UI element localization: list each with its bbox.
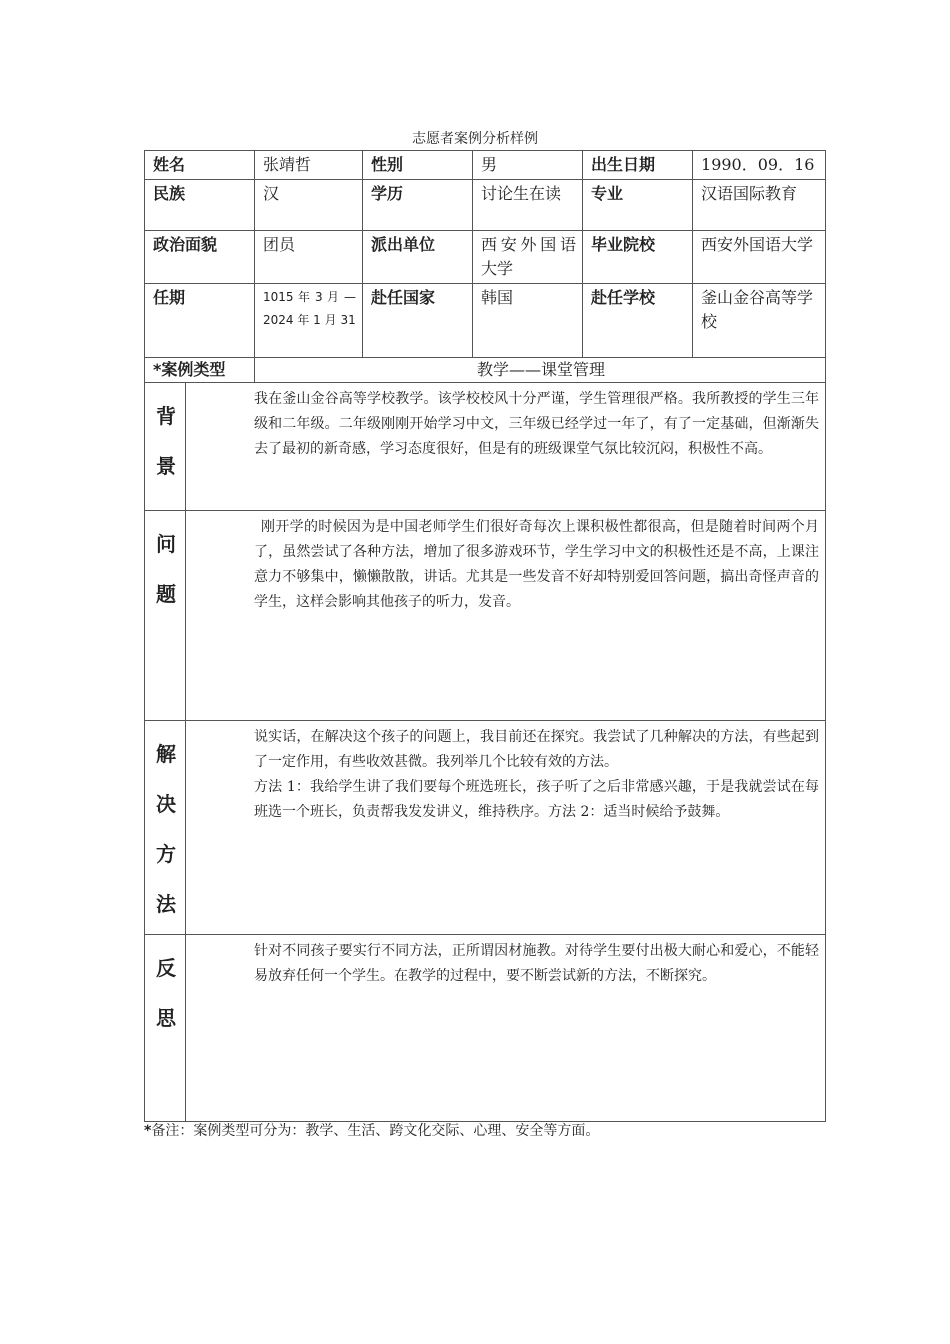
graduate-value: 西安外国语大学 xyxy=(693,231,826,284)
case-type-label: *案例类型 xyxy=(145,358,255,383)
ethnicity-value: 汉 xyxy=(255,180,363,231)
political-value: 团员 xyxy=(255,231,363,284)
case-form-table xyxy=(144,150,826,1122)
dispatch-value: 西安外国语大学 xyxy=(473,231,583,284)
major-label: 专业 xyxy=(583,180,693,231)
row-solution xyxy=(145,721,826,935)
row-term xyxy=(145,284,826,358)
education-value: 讨论生在读 xyxy=(473,180,583,231)
row-background xyxy=(145,383,826,511)
background-text: 我在釜山金谷高等学校教学。该学校校风十分严谨，学生管理很严格。我所教授的学生三年级和二年级。二年级刚刚开始学习中文，三年级已经学过一年了，有了一定基础，但渐渐失去了最初的新奇感，学习态度很好，但是有的班级课堂气氛比较沉闷，积极性不高。 xyxy=(254,391,820,457)
dispatch-label: 派出单位 xyxy=(363,231,473,284)
school-label: 赴任学校 xyxy=(583,284,693,358)
solution-text-1: 说实话，在解决这个孩子的问题上，我目前还在探究。我尝试了几种解决的方法，有些起到了一定作用，有些收效甚微。我列举几个比较有效的方法。 xyxy=(254,729,820,770)
education-label: 学历 xyxy=(363,180,473,231)
major-value: 汉语国际教育 xyxy=(693,180,826,231)
name-label: 姓名 xyxy=(145,151,255,180)
dob-label: 出生日期 xyxy=(583,151,693,180)
school-value: 釜山金谷高等学校 xyxy=(693,284,826,358)
country-value: 韩国 xyxy=(473,284,583,358)
footnote-text: 备注：案例类型可分为：教学、生活、跨文化交际、心理、安全等方面。 xyxy=(151,1123,600,1139)
term-label: 任期 xyxy=(145,284,255,358)
case-type-value: 教学——课堂管理 xyxy=(255,358,826,383)
country-label: 赴任国家 xyxy=(363,284,473,358)
solution-label: 解决方法 xyxy=(156,742,176,916)
row-name xyxy=(145,151,826,180)
footnote xyxy=(144,1120,599,1140)
ethnicity-label: 民族 xyxy=(145,180,255,231)
graduate-label: 毕业院校 xyxy=(583,231,693,284)
gender-label: 性别 xyxy=(363,151,473,180)
row-problem xyxy=(145,511,826,721)
footnote-mark: * xyxy=(144,1123,152,1139)
problem-label: 问题 xyxy=(156,532,176,606)
gender-value: 男 xyxy=(473,151,583,180)
dob-value: 1990．09．16 xyxy=(693,151,826,180)
name-value: 张靖哲 xyxy=(255,151,363,180)
reflection-text: 针对不同孩子要实行不同方法，正所谓因材施教。对待学生要付出极大耐心和爱心，不能轻易放弃任何一个学生。在教学的过程中，要不断尝试新的方法，不断探究。 xyxy=(254,943,820,984)
reflection-label: 反思 xyxy=(156,956,176,1030)
term-value: 1015 年 3 月 — 2024 年 1 月 31 xyxy=(255,284,363,358)
document-title: 志愿者案例分析样例 xyxy=(412,131,538,147)
row-political xyxy=(145,231,826,284)
solution-text-2: 方法 1：我给学生讲了我们要每个班选班长，孩子听了之后非常感兴趣，于是我就尝试在每班选一个班长，负责帮我发发讲义，维持秩序。方法 2：适当时候给予鼓舞。 xyxy=(254,779,820,820)
row-reflection xyxy=(145,935,826,1122)
row-case-type xyxy=(145,358,826,383)
background-label: 背景 xyxy=(156,404,176,478)
problem-text: 刚开学的时候因为是中国老师学生们很好奇每次上课积极性都很高，但是随着时间两个月了，虽然尝试了各种方法，增加了很多游戏环节，学生学习中文的积极性还是不高，上课注意力不够集中，懒懒散散，讲话。尤其是一些发音不好却特别爱回答问题，搞出奇怪声音的学生，这样会影响其他孩子的听力，发音。 xyxy=(254,519,820,610)
political-label: 政治面貌 xyxy=(145,231,255,284)
row-ethnicity xyxy=(145,180,826,231)
